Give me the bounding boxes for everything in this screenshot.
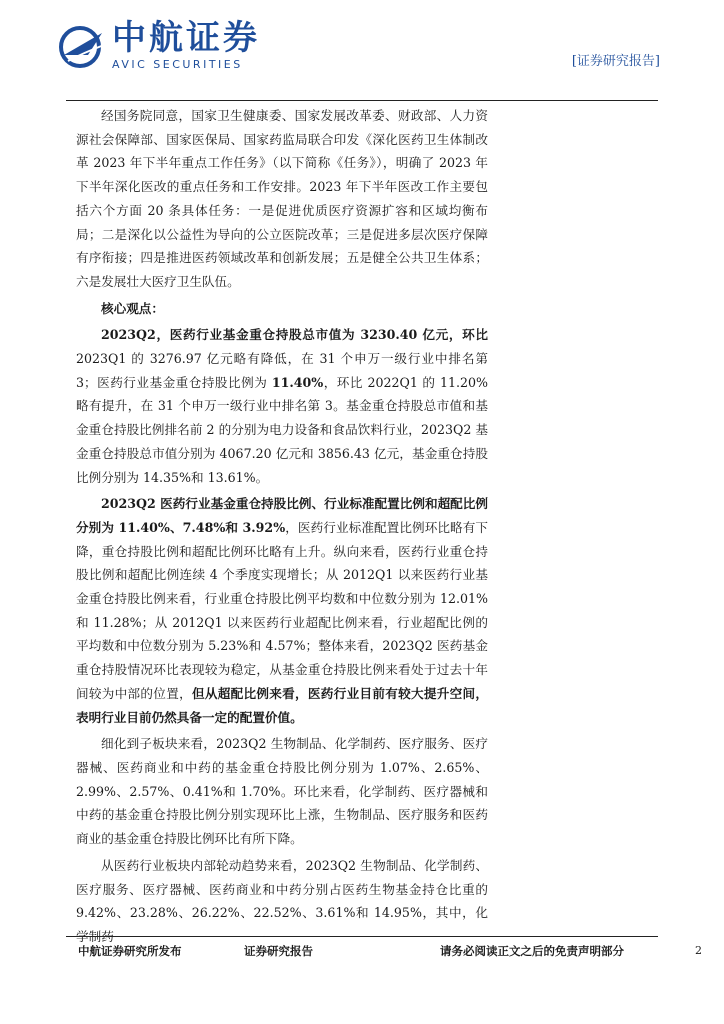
paragraph-allocation [76, 492, 488, 729]
section-heading: 核心观点： [101, 300, 164, 316]
paragraph-subsectors: 细化到子板块来看，2023Q2 生物制品、化学制药、医疗服务、医疗器械、医药商业和中药的基金重仓持股比例分别为 1.07%、2.65%、2.99%、2.57%、0.41%和 1.70%。环比来看，化学制药、医疗器械和中药的基金重仓持股比例分别实现环比上涨，生物制品、医疗服务和医药商业的基金重仓持股比例环比有所下降。 [76, 736, 488, 847]
footer-publisher: 中航证券研究所发布 [78, 944, 182, 958]
report-type-tag: [证券研究报告] [571, 54, 660, 69]
report-body [76, 104, 488, 949]
paragraph-fund-holdings [76, 323, 488, 489]
intro-paragraph: 经国务院同意，国家卫生健康委、国家发展改革委、财政部、人力资源社会保障部、国家医保局、国家药监局联合印发《深化医药卫生体制改革 2023 年下半年重点工作任务》（以下简称《任务》），明确了 2023 年下半年深化医改的重点任务和工作安排。2023 年下半年医改工作主要包括六个方面 20 条具体任务：一是促进优质医疗资源扩容和区域均衡布局；二是深化以公益性为导向的公立医院改革；三是促进多层次医疗保障有序衔接；四是推进医药领域改革和创新发展；五是健全公共卫生体系；六是发展壮大医疗卫生队伍。 [76, 108, 488, 289]
body-text: 2023Q1 的 3276.97 亿元略有降低，在 31 个申万一级行业中排名第 3；医药行业基金重仓持股比例为 [76, 351, 488, 390]
paragraph-rotation: 从医药行业板块内部轮动趋势来看，2023Q2 生物制品、化学制药、医疗服务、医疗器械、医药商业和中药分别占医药生物基金持仓比重的 9.42%、23.28%、26.22%、22.52%、3.61%和 14.95%，其中，化学制药 [76, 857, 488, 944]
page-number: 2 [695, 944, 702, 957]
bold-text: 但从超配比例来看，医药行业目前有较大提升空间，表明行业目前仍然具备一定的配置价值。 [76, 685, 489, 725]
footer-divider [66, 936, 658, 937]
footer-disclaimer: 请务必阅读正文之后的免责声明部分 [440, 944, 624, 958]
brand-name: 中航证券 [112, 18, 260, 58]
body-text: ，环比 2022Q1 的 11.20%略有提升，在 31 个申万一级行业中排名第 3。基金重仓持股总市值和基金重仓持股比例排名前 2 的分别为电力设备和食品饮料行业，2023Q2 基金重仓持股总市值分别为 4067.20 亿元和 3856.43 亿元，基金重仓持股比例分别为 14.35%和 13.61%。 [76, 374, 488, 485]
brand-subtitle: AVIC SECURITIES [112, 58, 243, 71]
body-text: ，医药行业标准配置比例环比略有下降，重仓持股比例和超配比例环比略有上升。纵向来看，医药行业重仓持股比例和超配比例连续 4 个季度实现增长；从 2012Q1 以来医药行业基金重仓持股比例来看，行业重仓持股比例平均数和中位数分别为 12.01%和 11.28%；从 2012Q1 以来医药行业超配比例来看，行业超配比例的平均数和中位数分别为 5.23%和 4.57%；整体来看，2023Q2 医药基金重仓持股情况环比表现较为稳定，从基金重仓持股比例来看处于过去十年间较为中部的位置， [76, 519, 489, 701]
bold-text: 2023Q2，医药行业基金重仓持股总市值为 3230.40 亿元，环比 [101, 327, 488, 343]
bold-text: 11.40% [271, 374, 324, 390]
header-divider [66, 100, 658, 101]
footer-report-type: 证券研究报告 [244, 944, 313, 958]
avic-logo-icon [58, 25, 108, 69]
report-header [0, 0, 724, 100]
bold-text: 2023Q2 医药行业基金重仓持股比例、行业标准配置比例和超配比例分别为 11.40%、7.48%和 3.92% [76, 496, 488, 535]
